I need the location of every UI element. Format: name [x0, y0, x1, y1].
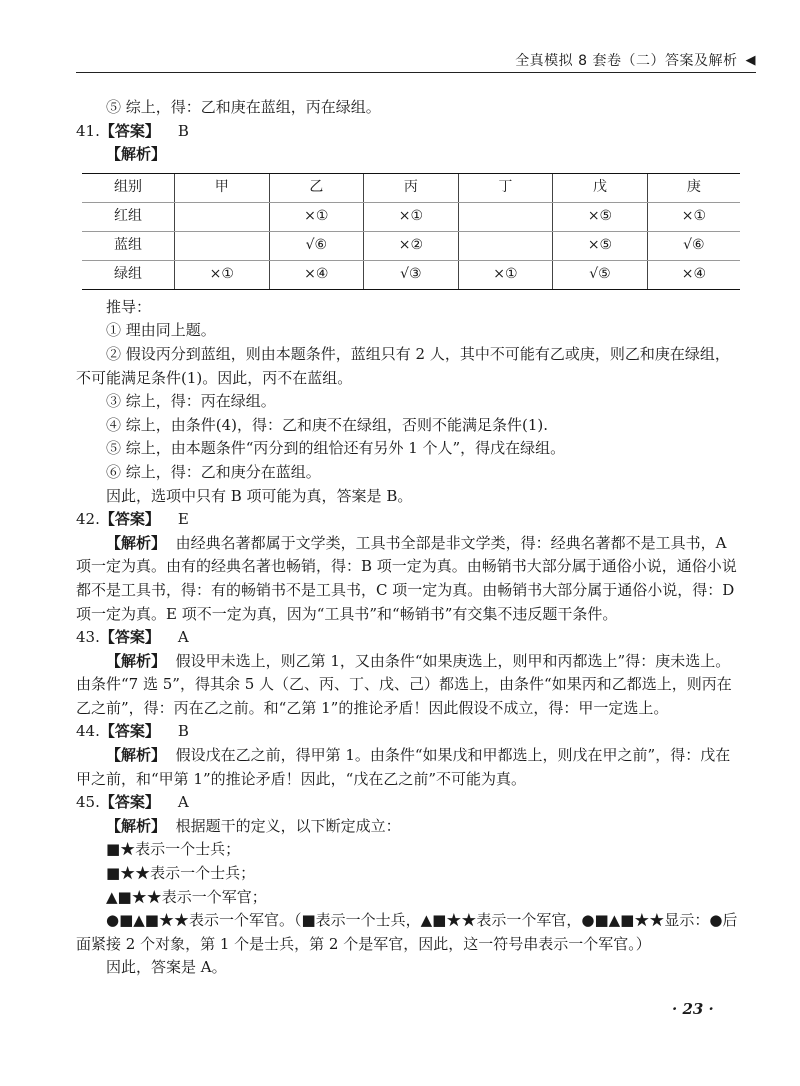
table-header-cell: 丙	[364, 173, 459, 202]
table-header-row	[82, 173, 740, 202]
answer-value: B	[177, 722, 189, 741]
table-cell: √⑤	[553, 260, 648, 289]
table-cell: ×②	[364, 231, 459, 260]
analysis-label: 【解析】	[106, 651, 167, 670]
answer-line-44: 44.【答案】 B	[76, 722, 189, 741]
answer-label: 【答案】	[99, 722, 160, 741]
table-row-red	[82, 202, 740, 231]
table-cell: ×④	[647, 260, 740, 289]
analysis-43	[76, 650, 740, 721]
inference-step-6: ⑥ 综上，得：乙和庚分在蓝组。	[106, 462, 321, 481]
analysis-label: 【解析】	[106, 533, 167, 552]
table-cell: ×①	[364, 202, 459, 231]
table-cell: ×①	[269, 202, 364, 231]
table-cell	[175, 202, 270, 231]
table-cell: ×④	[269, 260, 364, 289]
analysis-45	[76, 815, 740, 839]
table-header-cell: 戊	[553, 173, 648, 202]
answer-line-42: 42.【答案】 E	[76, 510, 189, 529]
line-conclusion-5: ⑤ 综上，得：乙和庚在蓝组，丙在绿组。	[106, 98, 381, 116]
answer-value: A	[177, 793, 189, 812]
answer-value: A	[177, 628, 189, 647]
table-cell: √③	[364, 260, 459, 289]
answer-line-41: 41.【答案】 B	[76, 121, 189, 140]
analysis-42	[76, 532, 740, 626]
running-header	[76, 48, 756, 73]
answer-value: B	[177, 121, 189, 140]
analysis-label: 【解析】	[106, 746, 167, 765]
table-header-cell: 丁	[458, 173, 553, 202]
answer-label: 【答案】	[99, 793, 160, 812]
table-row-blue	[82, 231, 740, 260]
table-cell: ×⑤	[553, 231, 648, 260]
answer-label: 【答案】	[99, 510, 160, 529]
final-conclusion: 因此，答案是 A。	[106, 958, 227, 977]
answer-value: E	[177, 510, 189, 529]
table-header-cell: 乙	[269, 173, 364, 202]
table-cell	[458, 231, 553, 260]
inference-step-1: ① 理由同上题。	[106, 321, 216, 340]
inference-step-2: ② 假设丙分到蓝组，则由本题条件，蓝组只有 2 人，其中不可能有乙或庚，则乙和庚在绿组，不可能满足条件(1)。因此，丙不在蓝组。	[76, 344, 730, 387]
analysis-text: 假设甲未选上，则乙第 1，又由条件“如果庚选上，则甲和丙都选上”得：庚未选上。由条件“7 选 5”，得其余 5 人（乙、丙、丁、戊、己）都选上，由条件“如果丙和乙都选上，则丙在乙之前”，得：丙在乙之前。和“乙第 1”的推论矛盾！因此假设不成立，得：甲一定选上。	[76, 651, 732, 717]
inference-conclusion: 因此，选项中只有 B 项可能为真，答案是 B。	[106, 486, 413, 505]
page-content	[76, 96, 740, 980]
triangle-marker-icon: ◀	[745, 52, 756, 68]
inference-step-4: ④ 综上，由条件(4)，得：乙和庚不在绿组，否则不能满足条件(1).	[106, 415, 549, 434]
table-header-cell: 甲	[175, 173, 270, 202]
analysis-label-41: 【解析】	[106, 145, 167, 164]
table-cell: √⑥	[269, 231, 364, 260]
analysis-text: 根据题干的定义，以下断定成立：	[175, 816, 401, 835]
table-header-cell: 庚	[647, 173, 740, 202]
header-title: 全真模拟 8 套卷（二）答案及解析	[515, 53, 738, 69]
symbol-line-3: ▲■★★表示一个军官；	[106, 887, 267, 906]
analysis-label: 【解析】	[106, 816, 167, 835]
answer-label: 【答案】	[99, 121, 160, 140]
symbol-line-1: ■★表示一个士兵；	[106, 840, 241, 859]
answer-line-45: 45.【答案】 A	[76, 793, 189, 812]
table-cell: 红组	[82, 202, 175, 231]
table-row-green	[82, 260, 740, 289]
analysis-text: 由经典名著都属于文学类，工具书全部是非文学类，得：经典名著都不是工具书，A 项一定为真。由有的经典名著也畅销，得：B 项一定为真。由畅销书大部分属于通俗小说，通俗小说都不是工具书，得：有的畅销书不是工具书，C 项一定为真。由畅销书大部分属于通俗小说，得：D 项一定为真。E 项不一定为真，因为“工具书”和“畅销书”有交集不违反题干条件。	[76, 533, 737, 623]
table-cell: ×⑤	[553, 202, 648, 231]
table-cell: 绿组	[82, 260, 175, 289]
answer-label: 【答案】	[99, 628, 160, 647]
symbol-line-4: ●■▲■★★表示一个军官。（■表示一个士兵，▲■★★表示一个军官，●■▲■★★显示：●后面紧接 2 个对象，第 1 个是士兵，第 2 个是军官，因此，这一符号串表示一个军官。）	[76, 911, 738, 953]
inference-step-3: ③ 综上，得：丙在绿组。	[106, 392, 276, 411]
page-number: · 23 ·	[672, 1000, 714, 1018]
table-cell: ×①	[647, 202, 740, 231]
table-cell: ×①	[175, 260, 270, 289]
table-cell	[458, 202, 553, 231]
table-cell: √⑥	[647, 231, 740, 260]
analysis-text: 假设戊在乙之前，得甲第 1。由条件“如果戊和甲都选上，则戊在甲之前”，得：戊在甲之前，和“甲第 1”的推论矛盾！因此，“戊在乙之前”不可能为真。	[76, 746, 731, 788]
symbol-line-2: ■★★表示一个士兵；	[106, 864, 256, 883]
inference-heading: 推导：	[106, 297, 152, 316]
table-cell: 蓝组	[82, 231, 175, 260]
table-header-cell: 组别	[82, 173, 175, 202]
grouping-table	[82, 173, 740, 290]
answer-line-43: 43.【答案】 A	[76, 628, 189, 647]
table-cell: ×①	[458, 260, 553, 289]
inference-step-5: ⑤ 综上，由本题条件“丙分到的组恰还有另外 1 个人”，得戊在绿组。	[106, 439, 566, 458]
table-cell	[175, 231, 270, 260]
analysis-44	[76, 744, 740, 791]
